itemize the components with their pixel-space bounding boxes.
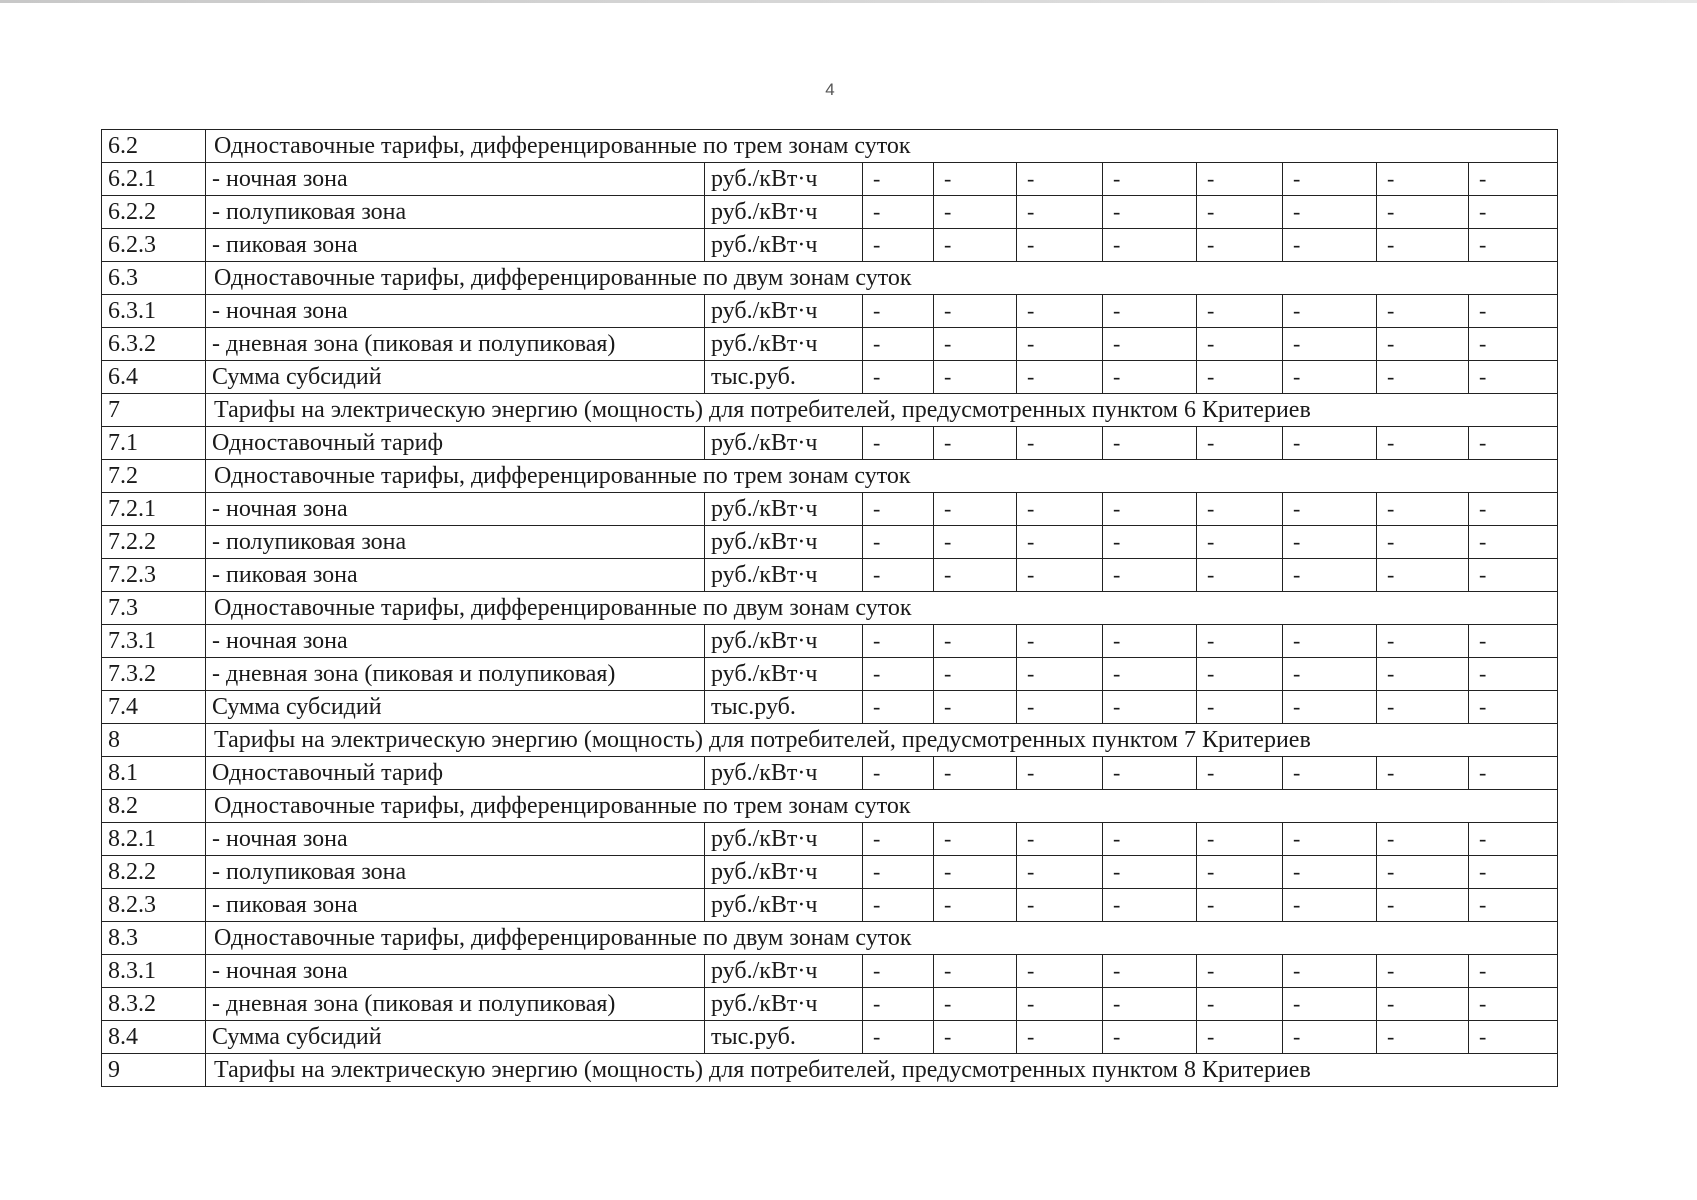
row-number-cell: 8.3.1 [102, 955, 206, 988]
value-cell: - [1377, 1021, 1469, 1054]
value-cell: - [1469, 1021, 1558, 1054]
table-row [102, 757, 1558, 790]
table-row [102, 526, 1558, 559]
value-cell: - [1017, 196, 1103, 229]
row-number-cell: 7.4 [102, 691, 206, 724]
value-cell: - [1283, 295, 1377, 328]
value-cell: - [1197, 229, 1283, 262]
value-cell: - [1197, 955, 1283, 988]
value-cell: - [1283, 526, 1377, 559]
section-header-row [102, 394, 1558, 427]
indicator-label-cell: Сумма субсидий [206, 361, 705, 394]
unit-cell: руб./кВт·ч [705, 493, 863, 526]
value-cell: - [1017, 163, 1103, 196]
value-cell: - [1103, 163, 1197, 196]
value-cell: - [1283, 823, 1377, 856]
table-row [102, 1021, 1558, 1054]
value-cell: - [863, 229, 934, 262]
value-cell: - [1469, 955, 1558, 988]
section-title-cell: Одноставочные тарифы, дифференцированные по трем зонам суток [206, 130, 1558, 163]
value-cell: - [1377, 295, 1469, 328]
indicator-label-cell: - ночная зона [206, 493, 705, 526]
value-cell: - [863, 196, 934, 229]
value-cell: - [1017, 526, 1103, 559]
value-cell: - [1469, 559, 1558, 592]
unit-cell: руб./кВт·ч [705, 955, 863, 988]
value-cell: - [934, 691, 1017, 724]
indicator-label-cell: - ночная зона [206, 163, 705, 196]
row-number-cell: 8 [102, 724, 206, 757]
table-row [102, 955, 1558, 988]
indicator-label-cell: - ночная зона [206, 295, 705, 328]
value-cell: - [1103, 328, 1197, 361]
value-cell: - [1377, 889, 1469, 922]
value-cell: - [934, 559, 1017, 592]
indicator-label-cell: Одноставочный тариф [206, 757, 705, 790]
value-cell: - [1283, 955, 1377, 988]
indicator-label-cell: - ночная зона [206, 625, 705, 658]
value-cell: - [1377, 823, 1469, 856]
row-number-cell: 8.3.2 [102, 988, 206, 1021]
section-header-row [102, 130, 1558, 163]
value-cell: - [1197, 856, 1283, 889]
value-cell: - [934, 526, 1017, 559]
row-number-cell: 6.2 [102, 130, 206, 163]
value-cell: - [1103, 526, 1197, 559]
value-cell: - [863, 889, 934, 922]
indicator-label-cell: Одноставочный тариф [206, 427, 705, 460]
value-cell: - [863, 361, 934, 394]
value-cell: - [1197, 196, 1283, 229]
section-header-row [102, 1054, 1558, 1087]
unit-cell: руб./кВт·ч [705, 757, 863, 790]
row-number-cell: 7.1 [102, 427, 206, 460]
value-cell: - [1283, 889, 1377, 922]
row-number-cell: 7.3.1 [102, 625, 206, 658]
value-cell: - [1377, 328, 1469, 361]
section-title-cell: Одноставочные тарифы, дифференцированные по двум зонам суток [206, 922, 1558, 955]
value-cell: - [1017, 889, 1103, 922]
value-cell: - [863, 625, 934, 658]
value-cell: - [1377, 493, 1469, 526]
table-row [102, 988, 1558, 1021]
value-cell: - [934, 163, 1017, 196]
value-cell: - [1197, 295, 1283, 328]
value-cell: - [1377, 229, 1469, 262]
value-cell: - [1103, 955, 1197, 988]
row-number-cell: 6.4 [102, 361, 206, 394]
unit-cell: руб./кВт·ч [705, 889, 863, 922]
indicator-label-cell: - дневная зона (пиковая и полупиковая) [206, 328, 705, 361]
row-number-cell: 7.2.1 [102, 493, 206, 526]
unit-cell: руб./кВт·ч [705, 229, 863, 262]
value-cell: - [1103, 427, 1197, 460]
value-cell: - [1377, 559, 1469, 592]
value-cell: - [1103, 988, 1197, 1021]
page-number: 4 [825, 80, 835, 99]
row-number-cell: 9 [102, 1054, 206, 1087]
value-cell: - [1103, 625, 1197, 658]
value-cell: - [1377, 691, 1469, 724]
value-cell: - [1377, 757, 1469, 790]
value-cell: - [1197, 559, 1283, 592]
unit-cell: руб./кВт·ч [705, 526, 863, 559]
value-cell: - [1283, 691, 1377, 724]
value-cell: - [1197, 361, 1283, 394]
value-cell: - [1377, 625, 1469, 658]
indicator-label-cell: - пиковая зона [206, 559, 705, 592]
indicator-label-cell: Сумма субсидий [206, 1021, 705, 1054]
table-row [102, 163, 1558, 196]
value-cell: - [1283, 196, 1377, 229]
row-number-cell: 8.2.2 [102, 856, 206, 889]
value-cell: - [934, 493, 1017, 526]
value-cell: - [1469, 658, 1558, 691]
indicator-label-cell: - полупиковая зона [206, 196, 705, 229]
indicator-label-cell: - дневная зона (пиковая и полупиковая) [206, 988, 705, 1021]
indicator-label-cell: - пиковая зона [206, 229, 705, 262]
value-cell: - [934, 625, 1017, 658]
value-cell: - [1283, 625, 1377, 658]
value-cell: - [1017, 229, 1103, 262]
value-cell: - [1017, 493, 1103, 526]
value-cell: - [1469, 361, 1558, 394]
value-cell: - [1197, 328, 1283, 361]
value-cell: - [1469, 691, 1558, 724]
value-cell: - [1283, 988, 1377, 1021]
value-cell: - [1017, 295, 1103, 328]
value-cell: - [863, 295, 934, 328]
value-cell: - [1197, 988, 1283, 1021]
unit-cell: тыс.руб. [705, 361, 863, 394]
value-cell: - [1469, 328, 1558, 361]
unit-cell: руб./кВт·ч [705, 163, 863, 196]
unit-cell: руб./кВт·ч [705, 988, 863, 1021]
value-cell: - [1197, 691, 1283, 724]
table-row [102, 889, 1558, 922]
indicator-label-cell: - дневная зона (пиковая и полупиковая) [206, 658, 705, 691]
section-header-row [102, 592, 1558, 625]
value-cell: - [1103, 229, 1197, 262]
scan-edge-line [0, 0, 1697, 3]
table-row [102, 658, 1558, 691]
value-cell: - [1469, 427, 1558, 460]
value-cell: - [1103, 361, 1197, 394]
row-number-cell: 7 [102, 394, 206, 427]
unit-cell: руб./кВт·ч [705, 295, 863, 328]
value-cell: - [1283, 493, 1377, 526]
value-cell: - [1377, 196, 1469, 229]
section-title-cell: Тарифы на электрическую энергию (мощность) для потребителей, предусмотренных пунктом 7 Критериев [206, 724, 1558, 757]
section-title-cell: Одноставочные тарифы, дифференцированные по двум зонам суток [206, 592, 1558, 625]
unit-cell: руб./кВт·ч [705, 196, 863, 229]
value-cell: - [1103, 196, 1197, 229]
indicator-label-cell: - полупиковая зона [206, 526, 705, 559]
indicator-label-cell: - ночная зона [206, 955, 705, 988]
value-cell: - [1197, 427, 1283, 460]
value-cell: - [863, 328, 934, 361]
value-cell: - [1469, 163, 1558, 196]
row-number-cell: 7.3 [102, 592, 206, 625]
value-cell: - [1283, 328, 1377, 361]
value-cell: - [1469, 625, 1558, 658]
value-cell: - [863, 856, 934, 889]
value-cell: - [1017, 757, 1103, 790]
value-cell: - [1469, 889, 1558, 922]
value-cell: - [1017, 955, 1103, 988]
row-number-cell: 7.2.2 [102, 526, 206, 559]
value-cell: - [1197, 889, 1283, 922]
indicator-label-cell: - полупиковая зона [206, 856, 705, 889]
table-row [102, 493, 1558, 526]
row-number-cell: 8.2 [102, 790, 206, 823]
indicator-label-cell: - пиковая зона [206, 889, 705, 922]
value-cell: - [1283, 361, 1377, 394]
value-cell: - [1017, 328, 1103, 361]
value-cell: - [1469, 988, 1558, 1021]
unit-cell: руб./кВт·ч [705, 823, 863, 856]
unit-cell: руб./кВт·ч [705, 625, 863, 658]
value-cell: - [1017, 856, 1103, 889]
section-title-cell: Тарифы на электрическую энергию (мощность) для потребителей, предусмотренных пунктом 8 Критериев [206, 1054, 1558, 1087]
unit-cell: руб./кВт·ч [705, 856, 863, 889]
tariff-table [101, 129, 1558, 1087]
value-cell: - [1377, 163, 1469, 196]
section-title-cell: Одноставочные тарифы, дифференцированные по трем зонам суток [206, 790, 1558, 823]
unit-cell: тыс.руб. [705, 691, 863, 724]
value-cell: - [934, 658, 1017, 691]
value-cell: - [1197, 757, 1283, 790]
value-cell: - [1377, 988, 1469, 1021]
row-number-cell: 6.2.3 [102, 229, 206, 262]
value-cell: - [934, 1021, 1017, 1054]
table-row [102, 196, 1558, 229]
row-number-cell: 8.2.3 [102, 889, 206, 922]
value-cell: - [1469, 196, 1558, 229]
value-cell: - [1283, 856, 1377, 889]
value-cell: - [1017, 361, 1103, 394]
section-header-row [102, 460, 1558, 493]
value-cell: - [1103, 889, 1197, 922]
value-cell: - [1197, 625, 1283, 658]
row-number-cell: 8.2.1 [102, 823, 206, 856]
section-header-row [102, 922, 1558, 955]
value-cell: - [1377, 955, 1469, 988]
value-cell: - [1103, 823, 1197, 856]
section-title-cell: Тарифы на электрическую энергию (мощность) для потребителей, предусмотренных пунктом 6 Критериев [206, 394, 1558, 427]
value-cell: - [1377, 526, 1469, 559]
value-cell: - [1103, 559, 1197, 592]
table-row [102, 856, 1558, 889]
value-cell: - [934, 427, 1017, 460]
row-number-cell: 7.3.2 [102, 658, 206, 691]
value-cell: - [1103, 757, 1197, 790]
value-cell: - [1197, 658, 1283, 691]
value-cell: - [1197, 526, 1283, 559]
row-number-cell: 6.2.1 [102, 163, 206, 196]
value-cell: - [1469, 493, 1558, 526]
value-cell: - [934, 757, 1017, 790]
section-title-cell: Одноставочные тарифы, дифференцированные по двум зонам суток [206, 262, 1558, 295]
value-cell: - [863, 427, 934, 460]
value-cell: - [1469, 856, 1558, 889]
unit-cell: руб./кВт·ч [705, 559, 863, 592]
section-header-row [102, 262, 1558, 295]
value-cell: - [1197, 163, 1283, 196]
row-number-cell: 6.3.1 [102, 295, 206, 328]
value-cell: - [934, 229, 1017, 262]
row-number-cell: 6.3 [102, 262, 206, 295]
value-cell: - [863, 823, 934, 856]
unit-cell: тыс.руб. [705, 1021, 863, 1054]
value-cell: - [934, 361, 1017, 394]
table-row [102, 328, 1558, 361]
table-row [102, 295, 1558, 328]
value-cell: - [934, 988, 1017, 1021]
unit-cell: руб./кВт·ч [705, 328, 863, 361]
value-cell: - [863, 559, 934, 592]
value-cell: - [1103, 658, 1197, 691]
value-cell: - [934, 856, 1017, 889]
value-cell: - [1377, 658, 1469, 691]
indicator-label-cell: - ночная зона [206, 823, 705, 856]
value-cell: - [1017, 658, 1103, 691]
value-cell: - [1377, 361, 1469, 394]
value-cell: - [1197, 493, 1283, 526]
value-cell: - [1469, 295, 1558, 328]
value-cell: - [863, 493, 934, 526]
value-cell: - [863, 955, 934, 988]
value-cell: - [934, 955, 1017, 988]
section-header-row [102, 724, 1558, 757]
value-cell: - [863, 691, 934, 724]
value-cell: - [1283, 163, 1377, 196]
value-cell: - [1017, 559, 1103, 592]
value-cell: - [1017, 625, 1103, 658]
row-number-cell: 6.3.2 [102, 328, 206, 361]
value-cell: - [1283, 1021, 1377, 1054]
value-cell: - [1469, 823, 1558, 856]
value-cell: - [1377, 427, 1469, 460]
table-row [102, 691, 1558, 724]
value-cell: - [863, 658, 934, 691]
value-cell: - [1017, 691, 1103, 724]
value-cell: - [934, 328, 1017, 361]
row-number-cell: 7.2.3 [102, 559, 206, 592]
value-cell: - [1197, 823, 1283, 856]
value-cell: - [1103, 1021, 1197, 1054]
value-cell: - [1283, 658, 1377, 691]
value-cell: - [863, 1021, 934, 1054]
value-cell: - [934, 295, 1017, 328]
value-cell: - [863, 988, 934, 1021]
value-cell: - [1103, 691, 1197, 724]
row-number-cell: 6.2.2 [102, 196, 206, 229]
value-cell: - [1283, 559, 1377, 592]
value-cell: - [1017, 427, 1103, 460]
value-cell: - [863, 526, 934, 559]
value-cell: - [1283, 229, 1377, 262]
table-row [102, 361, 1558, 394]
value-cell: - [934, 889, 1017, 922]
value-cell: - [1017, 988, 1103, 1021]
value-cell: - [934, 196, 1017, 229]
value-cell: - [863, 757, 934, 790]
value-cell: - [1469, 229, 1558, 262]
value-cell: - [1377, 856, 1469, 889]
value-cell: - [934, 823, 1017, 856]
row-number-cell: 8.3 [102, 922, 206, 955]
table-row [102, 625, 1558, 658]
section-header-row [102, 790, 1558, 823]
value-cell: - [1197, 1021, 1283, 1054]
value-cell: - [1017, 1021, 1103, 1054]
table-row [102, 427, 1558, 460]
table-row [102, 559, 1558, 592]
row-number-cell: 8.1 [102, 757, 206, 790]
value-cell: - [1469, 526, 1558, 559]
value-cell: - [1103, 856, 1197, 889]
value-cell: - [1103, 295, 1197, 328]
value-cell: - [1283, 757, 1377, 790]
row-number-cell: 7.2 [102, 460, 206, 493]
indicator-label-cell: Сумма субсидий [206, 691, 705, 724]
tariff-table-body [102, 130, 1558, 1087]
value-cell: - [1469, 757, 1558, 790]
value-cell: - [1017, 823, 1103, 856]
table-row [102, 823, 1558, 856]
value-cell: - [1103, 493, 1197, 526]
section-title-cell: Одноставочные тарифы, дифференцированные по трем зонам суток [206, 460, 1558, 493]
row-number-cell: 8.4 [102, 1021, 206, 1054]
unit-cell: руб./кВт·ч [705, 658, 863, 691]
unit-cell: руб./кВт·ч [705, 427, 863, 460]
value-cell: - [863, 163, 934, 196]
table-row [102, 229, 1558, 262]
value-cell: - [1283, 427, 1377, 460]
